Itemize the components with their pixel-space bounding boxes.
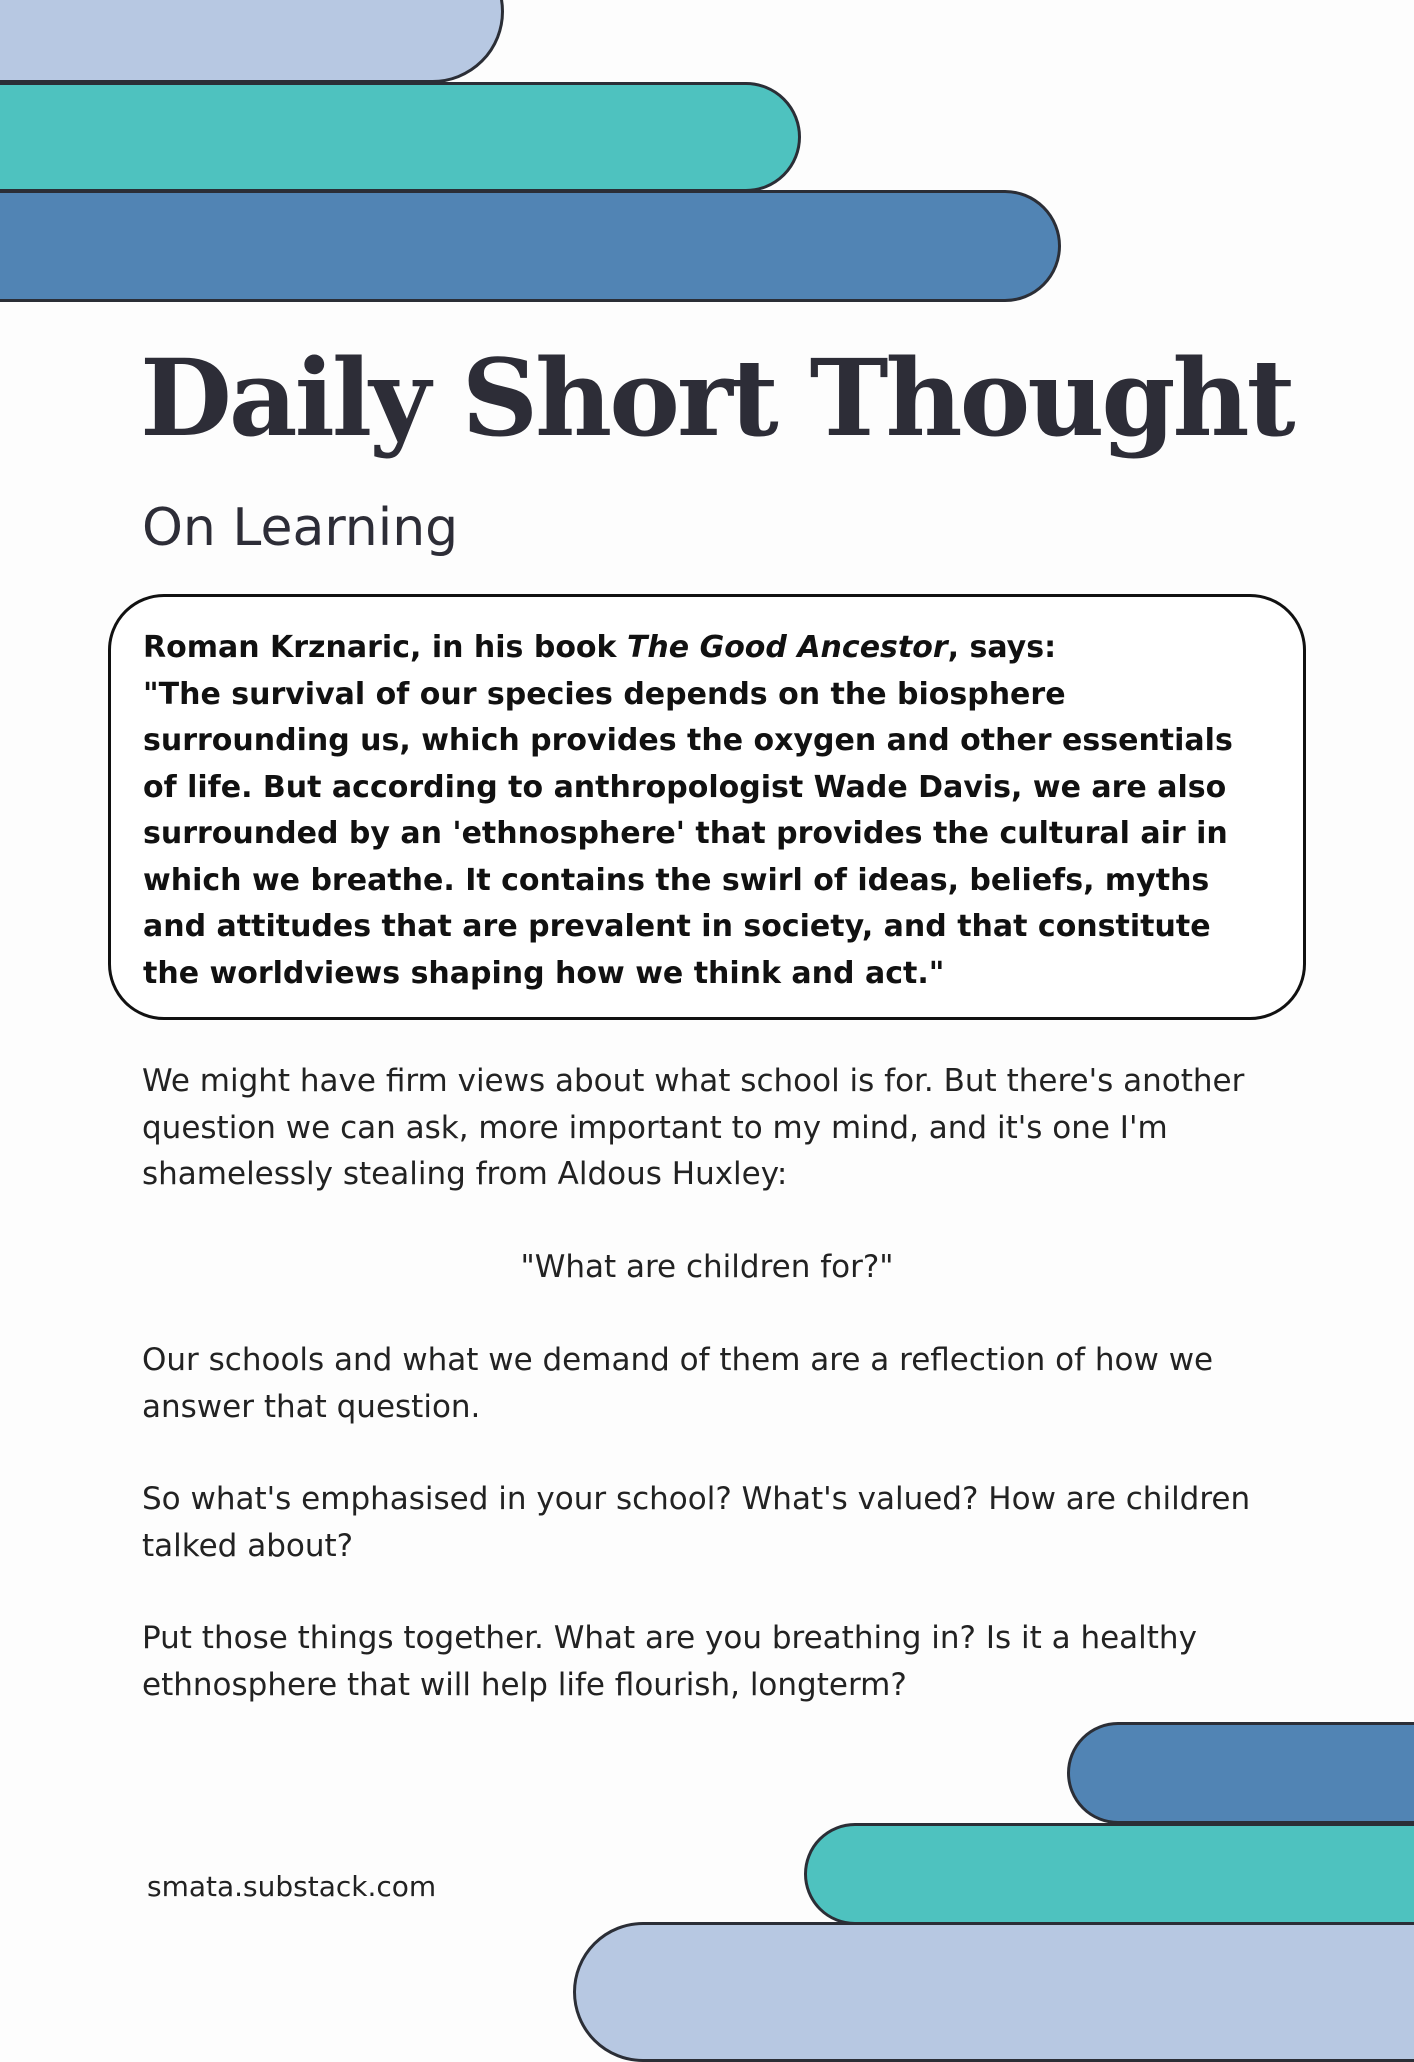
decorative-bar-top-teal xyxy=(0,82,801,192)
body-paragraph-4: Put those things together. What are you breathing in? Is it a healthy ethnosphere that will help life flourish, longterm? xyxy=(142,1620,1197,1703)
decorative-bar-bottom-light-blue xyxy=(573,1922,1414,2062)
book-title: The Good Ancestor xyxy=(626,630,948,665)
quote-text: "The survival of our species depends on the biosphere surrounding us, which provides the oxygen and other essentials of life. But according to anthropologist Wade Davis, we are also surrounded by an 'ethnosphere' that provides the cultural air in which we breathe. It contains the swirl of ideas, beliefs, myths and attitudes that are prevalent in society, and that constitute the worldviews shaping how we think and act." xyxy=(143,676,1233,991)
decorative-bar-top-light-blue xyxy=(0,0,504,83)
decorative-bar-top-steel-blue xyxy=(0,190,1061,302)
body-paragraph-3: So what's emphasised in your school? What's valued? How are children talked about? xyxy=(142,1481,1251,1564)
page-subtitle: On Learning xyxy=(142,498,459,558)
body-paragraph-2: Our schools and what we demand of them are a reflection of how we answer that question. xyxy=(142,1342,1214,1425)
quote-intro xyxy=(143,625,1273,672)
quote-box xyxy=(108,594,1306,1020)
footer-url: smata.substack.com xyxy=(147,1870,437,1903)
page-title: Daily Short Thought xyxy=(140,335,1293,460)
body-question: "What are children for?" xyxy=(520,1249,894,1285)
body-paragraph-1: We might have firm views about what school is for. But there's another question we can ask, more important to my mind, and it's one I'm shamelessly stealing from Aldous Huxley: xyxy=(142,1063,1245,1192)
decorative-bar-bottom-teal xyxy=(804,1823,1414,1925)
decorative-bar-bottom-steel-blue xyxy=(1067,1722,1414,1824)
quote-intro-after: , says: xyxy=(947,630,1057,665)
quote-intro-before: Roman Krznaric, in his book xyxy=(143,630,627,665)
